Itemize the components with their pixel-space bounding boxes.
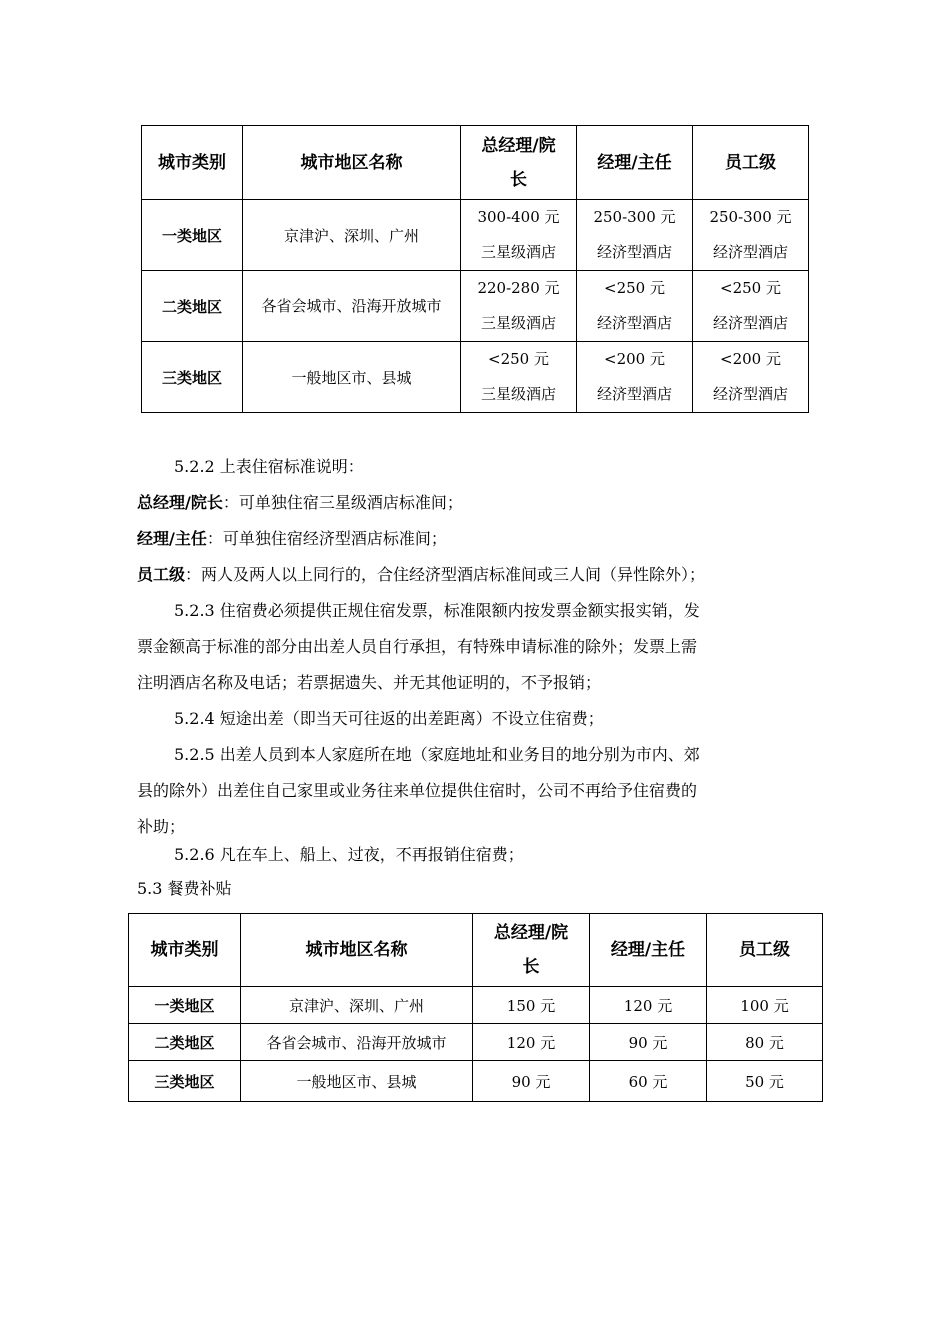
cell-price: 300-400 元: [477, 208, 560, 226]
row-category: 一类地区: [129, 987, 241, 1024]
row-area: 一般地区市、县城: [241, 1061, 473, 1102]
row-area: 各省会城市、沿海开放城市: [243, 271, 461, 342]
header-city-category: 城市类别: [129, 914, 241, 987]
header-manager: 经理/主任: [590, 914, 707, 987]
label-general-manager: 总经理/院长: [137, 493, 223, 512]
cell-staff: 80 元: [707, 1024, 823, 1061]
cell-manager: [577, 200, 693, 271]
section-title-5-3: 5.3 餐费补贴: [137, 879, 232, 898]
cell-price: <250 元: [604, 279, 665, 297]
row-area: 一般地区市、县城: [243, 342, 461, 413]
header-staff: 员工级: [707, 914, 823, 987]
cell-hotel-type: 经济型酒店: [712, 243, 788, 261]
meal-allowance-table: [128, 913, 823, 1102]
cell-price: 250-300 元: [709, 208, 792, 226]
cell-manager: 60 元: [590, 1061, 707, 1102]
label-manager: 经理/主任: [137, 529, 207, 548]
header-city-category: 城市类别: [142, 126, 243, 200]
cell-gm: [461, 200, 577, 271]
paragraph-5-2-4: 5.2.4 短途出差（即当天可往返的出差距离）不设立住宿费；: [174, 709, 604, 728]
paragraph-gm-standard: [137, 485, 827, 521]
text-manager: ：可单独住宿经济型酒店标准间；: [206, 529, 447, 548]
row-category: 一类地区: [142, 200, 243, 271]
header-staff: 员工级: [693, 126, 809, 200]
row-category: 二类地区: [142, 271, 243, 342]
cell-gm: 150 元: [473, 987, 590, 1024]
header-general-manager: 总经理/院长: [461, 126, 577, 200]
table-row: [129, 1061, 823, 1102]
table-row: [129, 987, 823, 1024]
row-area: 各省会城市、沿海开放城市: [241, 1024, 473, 1061]
table-row: [142, 342, 809, 413]
paragraph-5-2-6: 5.2.6 凡在车上、船上、过夜，不再报销住宿费；: [174, 845, 524, 864]
cell-staff: [693, 271, 809, 342]
row-area: 京津沪、深圳、广州: [241, 987, 473, 1024]
paragraph-staff-standard: [137, 557, 827, 593]
cell-price: <200 元: [720, 350, 781, 368]
paragraph-5-2-5-line1: 5.2.5 出差人员到本人家庭所在地（家庭地址和业务目的地分别为市内、郊: [174, 745, 700, 764]
label-staff: 员工级: [137, 565, 186, 584]
cell-hotel-type: 经济型酒店: [596, 385, 672, 403]
header-manager: 经理/主任: [577, 126, 693, 200]
paragraph-5-2-2: 5.2.2 上表住宿标准说明：: [174, 457, 364, 476]
lodging-standard-table: [141, 125, 809, 413]
paragraph-manager-standard: [137, 521, 827, 557]
row-category: 二类地区: [129, 1024, 241, 1061]
header-city-area: 城市地区名称: [241, 914, 473, 987]
cell-staff: [693, 200, 809, 271]
cell-gm: [461, 342, 577, 413]
cell-gm: 120 元: [473, 1024, 590, 1061]
cell-price: 220-280 元: [477, 279, 560, 297]
cell-gm: [461, 271, 577, 342]
cell-manager: 120 元: [590, 987, 707, 1024]
paragraph-5-2-5-line3: 补助；: [137, 817, 186, 836]
cell-manager: [577, 342, 693, 413]
cell-hotel-type: 经济型酒店: [712, 314, 788, 332]
cell-price: <250 元: [720, 279, 781, 297]
cell-manager: [577, 271, 693, 342]
row-category: 三类地区: [142, 342, 243, 413]
cell-price: 250-300 元: [593, 208, 676, 226]
table-header-row: [142, 126, 809, 200]
cell-manager: 90 元: [590, 1024, 707, 1061]
paragraph-5-2-3-line2: 票金额高于标准的部分由出差人员自行承担，有特殊申请标准的除外；发票上需: [137, 637, 698, 656]
header-city-area: 城市地区名称: [243, 126, 461, 200]
paragraph-5-2-3-line3: 注明酒店名称及电话；若票据遗失、并无其他证明的，不予报销；: [137, 673, 602, 692]
cell-hotel-type: 三星级酒店: [480, 385, 556, 403]
cell-staff: 100 元: [707, 987, 823, 1024]
row-category: 三类地区: [129, 1061, 241, 1102]
cell-hotel-type: 三星级酒店: [480, 314, 556, 332]
cell-staff: 50 元: [707, 1061, 823, 1102]
header-general-manager: 总经理/院长: [473, 914, 590, 987]
cell-hotel-type: 经济型酒店: [712, 385, 788, 403]
table-header-row: [129, 914, 823, 987]
table-row: [129, 1024, 823, 1061]
cell-gm: 90 元: [473, 1061, 590, 1102]
cell-hotel-type: 三星级酒店: [480, 243, 556, 261]
table-row: [142, 200, 809, 271]
cell-hotel-type: 经济型酒店: [596, 314, 672, 332]
text-general-manager: ：可单独住宿三星级酒店标准间；: [222, 493, 463, 512]
table-row: [142, 271, 809, 342]
paragraph-5-2-3-line1: 5.2.3 住宿费必须提供正规住宿发票，标准限额内按发票金额实报实销，发: [174, 601, 700, 620]
cell-hotel-type: 经济型酒店: [596, 243, 672, 261]
cell-price: <200 元: [604, 350, 665, 368]
cell-staff: [693, 342, 809, 413]
text-staff: ：两人及两人以上同行的，合住经济型酒店标准间或三人间（异性除外）；: [185, 565, 706, 584]
cell-price: <250 元: [488, 350, 549, 368]
paragraph-5-2-5-line2: 县的除外）出差住自己家里或业务往来单位提供住宿时，公司不再给予住宿费的: [137, 781, 698, 800]
row-area: 京津沪、深圳、广州: [243, 200, 461, 271]
